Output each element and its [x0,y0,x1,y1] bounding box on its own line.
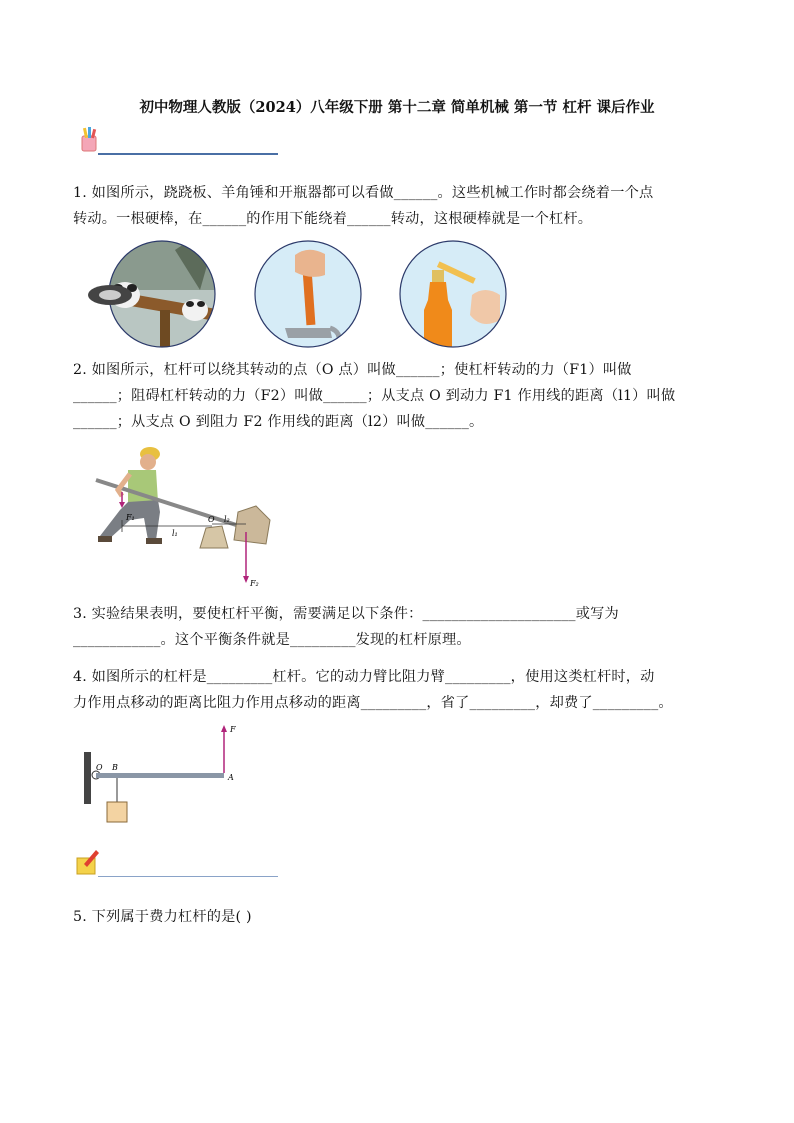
pen-paper-icon [74,848,102,878]
label-B: B [112,763,118,772]
question-3-line-1: 3. 实验结果表明，要使杠杆平衡，需要满足以下条件：_____________________或写为 [73,606,619,622]
question-5-line-1: 5. 下列属于费力杠杆的是( ) [73,909,252,925]
question-2-line-2: ______；阻碍杠杆转动的力（F2）叫做______；从支点 O 到动力 F1 作用线的距离（l1）叫做 [73,388,676,404]
question-4-line-1: 4. 如图所示的杠杆是_________杠杆。它的动力臂比阻力臂_________，使用这类杠杆时，动 [73,669,655,685]
lever-worker-figure [88,440,278,590]
label-F1: F₁ [126,513,135,522]
question-2 [73,357,723,435]
bottle-opener-image [395,240,515,350]
question-3 [73,601,723,653]
label-l2: l₂ [224,515,230,524]
lever-figure-q4 [80,720,250,830]
question-5 [73,904,723,930]
label-F: F [230,725,236,734]
question-4-line-2: 力作用点移动的距离比阻力作用点移动的距离_________，省了_________，却费了_________。 [73,695,673,711]
claw-hammer-image [250,240,370,350]
question-1-figures [80,240,520,350]
pencil-cup-icon [76,126,104,154]
label-O: O [96,763,103,772]
question-1-line-1: 1. 如图所示，跷跷板、羊角锤和开瓶器都可以看做______。这些机械工作时都会绕着一个点 [73,185,654,201]
section-divider [98,153,278,155]
question-4 [73,664,723,716]
label-O: O [208,515,215,524]
question-2-line-1: 2. 如图所示，杠杆可以绕其转动的点（O 点）叫做______；使杠杆转动的力（F1）叫做 [73,362,632,378]
question-3-line-2: ____________。这个平衡条件就是_________发现的杠杆原理。 [73,632,471,648]
label-F2: F₂ [250,579,259,588]
page-title: 初中物理人教版（2024）八年级下册 第十二章 简单机械 第一节 杠杆 课后作业 [139,99,655,116]
question-2-line-3: ______；从支点 O 到阻力 F2 作用线的距离（l2）叫做______。 [73,414,484,430]
question-1-line-2: 转动。一根硬棒，在______的作用下能绕着______转动，这根硬棒就是一个杠杆。 [73,211,593,227]
question-1 [73,180,723,232]
section-divider [98,876,278,877]
label-A: A [228,773,234,782]
label-l1: l₁ [172,529,178,538]
